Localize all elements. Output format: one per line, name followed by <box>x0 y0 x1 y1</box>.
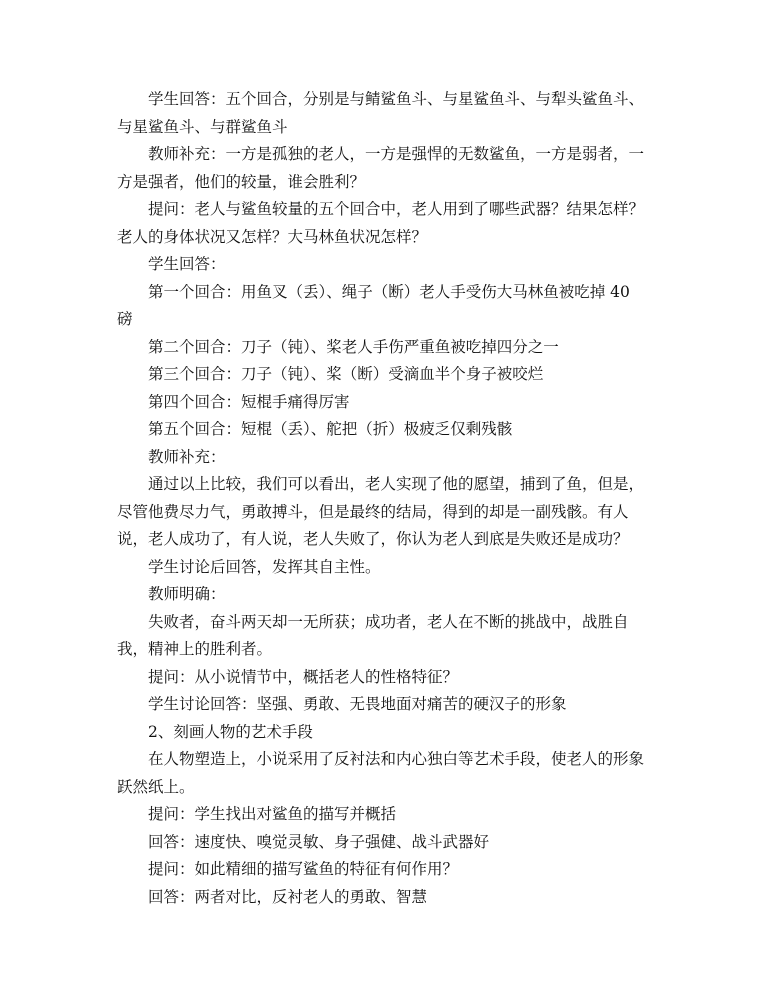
paragraph-round-4: 第四个回合：短棍手痛得厉害 <box>148 392 350 411</box>
paragraph-round-5: 第五个回合：短棍（丢）、舵把（折）极疲乏仅剩残骸 <box>148 420 513 438</box>
paragraph-student-character-answer: 学生讨论回答：坚强、勇敢、无畏地面对痛苦的硬汉子的形象 <box>148 695 567 713</box>
paragraph-question-shark-description: 提问：学生找出对鲨鱼的描写并概括 <box>148 805 397 823</box>
paragraph-question-character: 提问：从小说情节中，概括老人的性格特征？ <box>148 667 459 686</box>
paragraph-question-shark-purpose: 提问：如此精细的描写鲨鱼的特征有何作用？ <box>148 860 459 878</box>
paragraph-contrast-technique: 在人物塑造上，小说采用了反衬法和内心独白等艺术手段，使老人的形象跃然纸上。 <box>117 750 645 796</box>
paragraph-failure-success: 失败者，奋斗两天却一无所获；成功者，老人在不断的挑战中，战胜自我，精神上的胜利者。 <box>117 612 629 658</box>
paragraph-answer-shark-traits: 回答：速度快、嗅觉灵敏、身子强健、战斗武器好 <box>148 832 490 851</box>
paragraph-student-answer-rounds: 学生回答：五个回合，分别是与鲭鲨鱼斗、与星鲨鱼斗、与犁头鲨鱼斗、与星鲨鱼斗、与群鲨鱼斗 <box>117 90 645 136</box>
document-body <box>117 86 649 911</box>
paragraph-round-1: 第一个回合：用鱼叉（丢）、绳子（断）老人手受伤大马林鱼被吃掉 40 磅 <box>117 282 630 328</box>
paragraph-question-weapons: 提问：老人与鲨鱼较量的五个回合中，老人用到了哪些武器？结果怎样？老人的身体状况又怎样？大马林鱼状况怎样？ <box>117 200 645 246</box>
paragraph-comparison-discussion: 通过以上比较，我们可以看出，老人实现了他的愿望，捕到了鱼，但是，尽管他费尽力气，勇敢搏斗，但是最终的结局，得到的却是一副残骸。有人说，老人成功了，有人说，老人失败了，你认为老人到底是失败还是成功？ <box>117 475 645 548</box>
section-heading-art-techniques: 2、刻画人物的艺术手段 <box>148 722 313 741</box>
paragraph-answer-contrast: 回答：两者对比，反衬老人的勇敢、智慧 <box>148 887 428 906</box>
paragraph-teacher-supplement-label: 教师补充： <box>148 447 226 466</box>
paragraph-teacher-supplement-1: 教师补充：一方是孤独的老人，一方是强悍的无数鲨鱼，一方是弱者，一方是强者，他们的较量，谁会胜利？ <box>117 145 645 191</box>
paragraph-round-3: 第三个回合：刀子（钝）、桨（断）受滴血半个身子被咬烂 <box>148 365 544 383</box>
paragraph-student-answer-label: 学生回答： <box>148 255 226 273</box>
paragraph-teacher-clarify-label: 教师明确： <box>148 585 226 603</box>
paragraph-student-discussion: 学生讨论后回答，发挥其自主性。 <box>148 557 381 576</box>
paragraph-round-2: 第二个回合：刀子（钝）、桨老人手伤严重鱼被吃掉四分之一 <box>148 337 559 356</box>
